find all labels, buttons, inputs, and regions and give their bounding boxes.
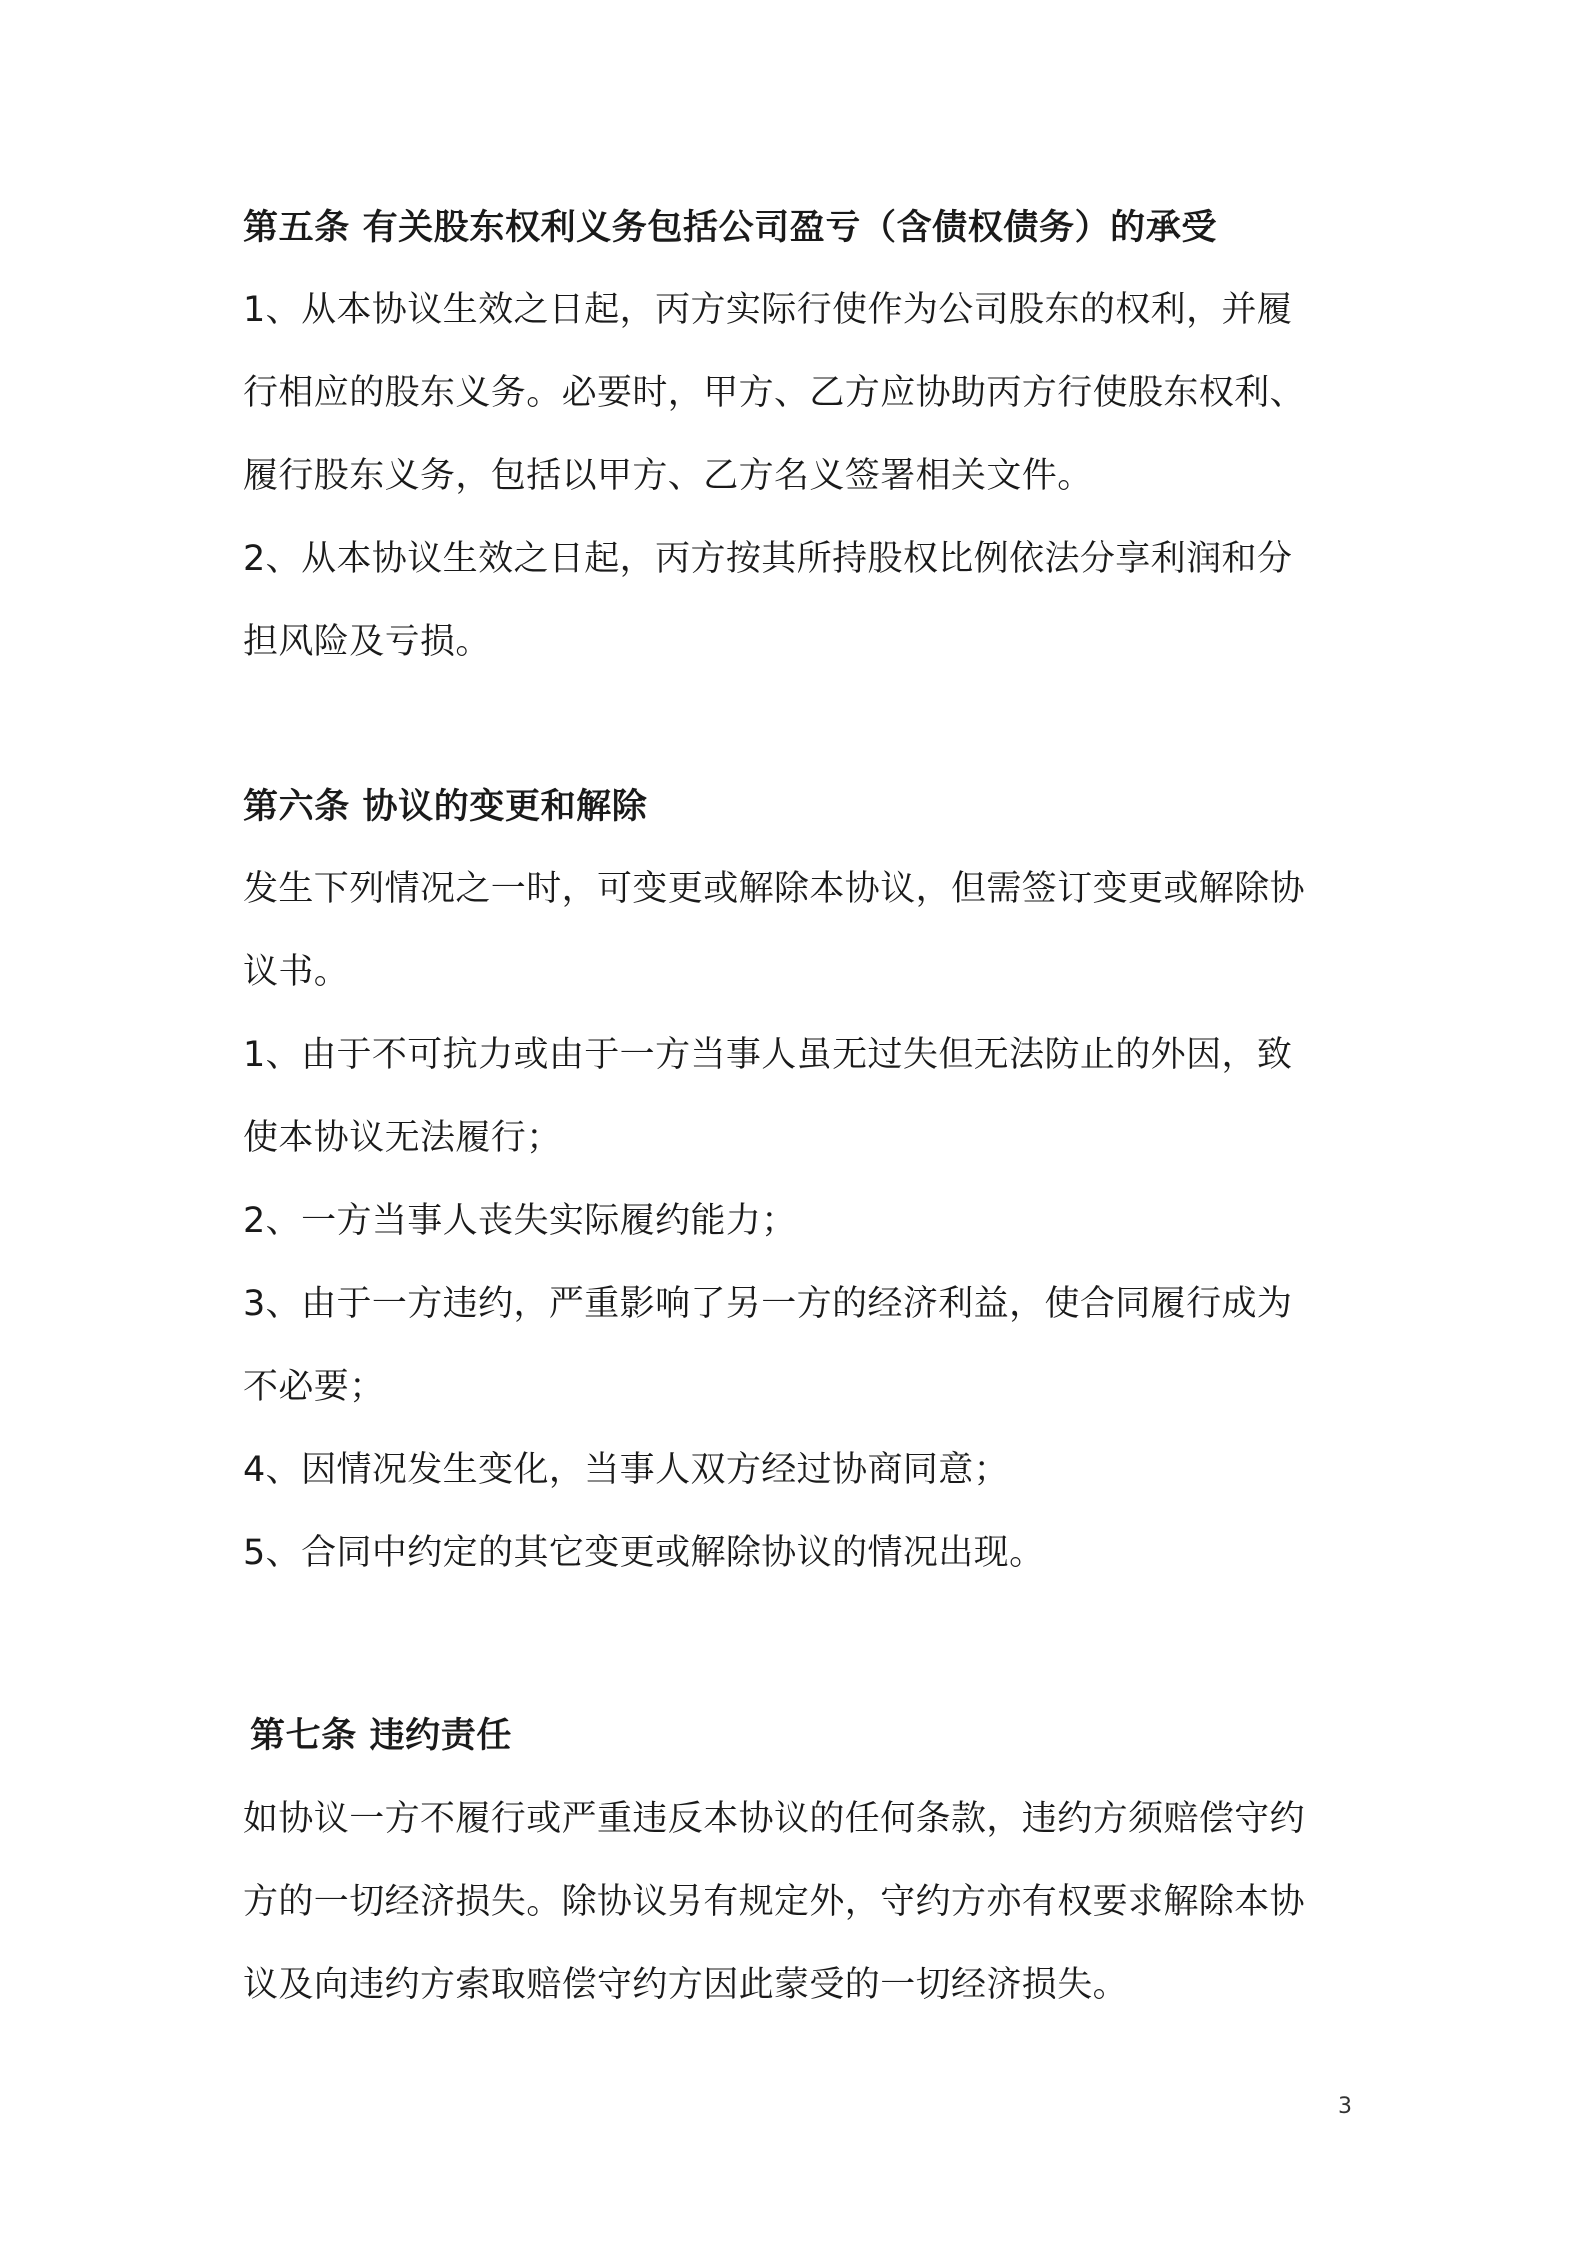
- article-6-line-5: 2、一方当事人丧失实际履约能力；: [243, 1201, 797, 1241]
- article-6-heading: 第六条 协议的变更和解除: [243, 787, 648, 827]
- article-7-line-2: 方的一切经济损失。除协议另有规定外，守约方亦有权要求解除本协: [243, 1882, 1306, 1922]
- article-7-heading: 第七条 违约责任: [250, 1716, 512, 1756]
- article-6-line-7: 不必要；: [243, 1367, 385, 1407]
- article-6-line-4: 使本协议无法履行；: [243, 1118, 562, 1158]
- article-6-line-2: 议书。: [243, 952, 350, 992]
- page-number: 3: [1338, 2094, 1352, 2119]
- article-5-line-2: 行相应的股东义务。必要时，甲方、乙方应协助丙方行使股东权利、: [243, 373, 1306, 413]
- article-6-line-9: 5、合同中约定的其它变更或解除协议的情况出现。: [243, 1533, 1045, 1573]
- article-5-line-4: 2、从本协议生效之日起，丙方按其所持股权比例依法分享利润和分: [243, 539, 1293, 579]
- article-6-line-6: 3、由于一方违约，严重影响了另一方的经济利益，使合同履行成为: [243, 1284, 1293, 1324]
- article-6-line-1: 发生下列情况之一时，可变更或解除本协议，但需签订变更或解除协: [243, 869, 1306, 909]
- article-7-line-3: 议及向违约方索取赔偿守约方因此蒙受的一切经济损失。: [243, 1965, 1129, 2005]
- article-5-heading: 第五条 有关股东权利义务包括公司盈亏（含债权债务）的承受: [243, 208, 1217, 248]
- article-5-line-3: 履行股东义务，包括以甲方、乙方名义签署相关文件。: [243, 456, 1093, 496]
- article-6-line-3: 1、由于不可抗力或由于一方当事人虽无过失但无法防止的外因，致: [243, 1035, 1293, 1075]
- article-5-line-1: 1、从本协议生效之日起，丙方实际行使作为公司股东的权利，并履: [243, 290, 1293, 330]
- article-6-line-8: 4、因情况发生变化，当事人双方经过协商同意；: [243, 1450, 1010, 1490]
- article-5-line-5: 担风险及亏损。: [243, 622, 491, 662]
- article-7-line-1: 如协议一方不履行或严重违反本协议的任何条款，违约方须赔偿守约: [243, 1799, 1306, 1839]
